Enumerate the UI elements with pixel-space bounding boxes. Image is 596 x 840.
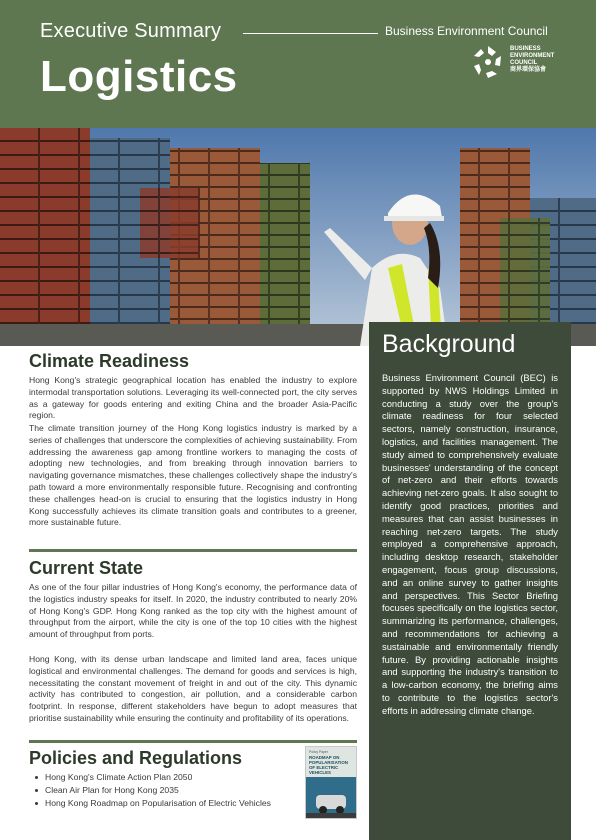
policies-list [33,771,271,810]
ev-roadmap-booklet-cover: Policy Paper ROADMAP ON POPULARISATION OF ELECTRIC VEHICLES [305,746,357,819]
background-title: Background [382,330,516,358]
bec-logo-icon [470,44,506,80]
bec-logo [470,44,570,84]
page-header [0,0,596,128]
container-port-photo [0,128,596,346]
header-rule [243,33,378,34]
logo-text: BUSINESS ENVIRONMENT COUNCIL 商界環保協會 [510,46,555,73]
section-divider [29,549,357,552]
booklet-photo [306,777,357,819]
page-title: Logistics [40,52,238,101]
current-state-para-1: As one of the four pillar industries of Hong Kong's economy, the performance data of the logistics industry speaks for itself. In 2020, the industry contributed to nearly 20% of Hong Kong's GDP. Hong Kong ranked as the top city with the highest amount of throughput from the airport, while the city is one of the top 10 cities with the highest amount of throughput from ports. [29,582,357,640]
background-panel [369,322,571,840]
list-item: Clean Air Plan for Hong Kong 2035 [33,784,271,797]
climate-readiness-para-2: The climate transition journey of the Hong Kong logistics industry is marked by a series of challenges that underscore the complexities of achieving sustainability. From addressing the awareness gap among frontline workers to managing the costs of adopting new technologies, and from breaking through innovation barriers to navigating governance mismatches, these challenges collectively shape the industry's path toward a more environmentally responsible future. Recognising and confronting these challenges head-on is crucial to ensuring that the logistics industry in Hong Kong successfully achieves its climate transition goals and contributes to a greener, more sustainable future. [29,423,357,528]
current-state-title: Current State [29,558,144,578]
section-divider [29,740,357,743]
list-item: Hong Kong Roadmap on Popularisation of Electric Vehicles [33,797,271,810]
org-name: Business Environment Council [385,24,548,38]
current-state-para-2: Hong Kong, with its dense urban landscape and limited land area, faces unique logistical and environmental challenges. The demand for goods and services is high, necessitating the constant movement of freight in and out of the city. This dynamic activity has contributed to congestion, air pollution, and a considerable carbon footprint. In response, different stakeholders have begun to adopt measures that prioritise sustainability while ensuring the continuity and profitability of its operations. [29,654,357,723]
background-body: Business Environment Council (BEC) is supported by NWS Holdings Limited in conducting a study over the group's climate readiness for four selected sectors, namely construction, insurance, logistics, and facilities management. The study aimed to comprehensively evaluate businesses' understanding of the concept of net-zero and their efforts towards achieving net-zero goals. It also sought to identify good practices, priorities and measures that can assist businesses in reaching net-zero targets. The study employed a comprehensive approach, including desktop research, stakeholder engagement, focus group discussions, and an online survey to gather insights and perspectives. This Sector Briefing focuses specifically on the logistics sector, summarizing its performance, challenges, and recommendations for achieving a sustainable and environmentally friendly future. By providing actionable insights and supporting the industry's transition to a low-carbon economy, the briefing aims to contribute to the logistics sector's efforts in addressing climate change. [382,372,558,716]
climate-readiness-para-1: Hong Kong's strategic geographical location has enabled the industry to explore intermodal transportation solutions. Leveraging its well-connected port, the city serves as a gateway for goods entering and exiting China and the broader Asia-Pacific region. [29,375,357,421]
climate-readiness-title: Climate Readiness [29,351,190,371]
page-eyebrow: Executive Summary [40,20,222,42]
list-item: Hong Kong's Climate Action Plan 2050 [33,771,271,784]
policies-title: Policies and Regulations [29,748,243,768]
